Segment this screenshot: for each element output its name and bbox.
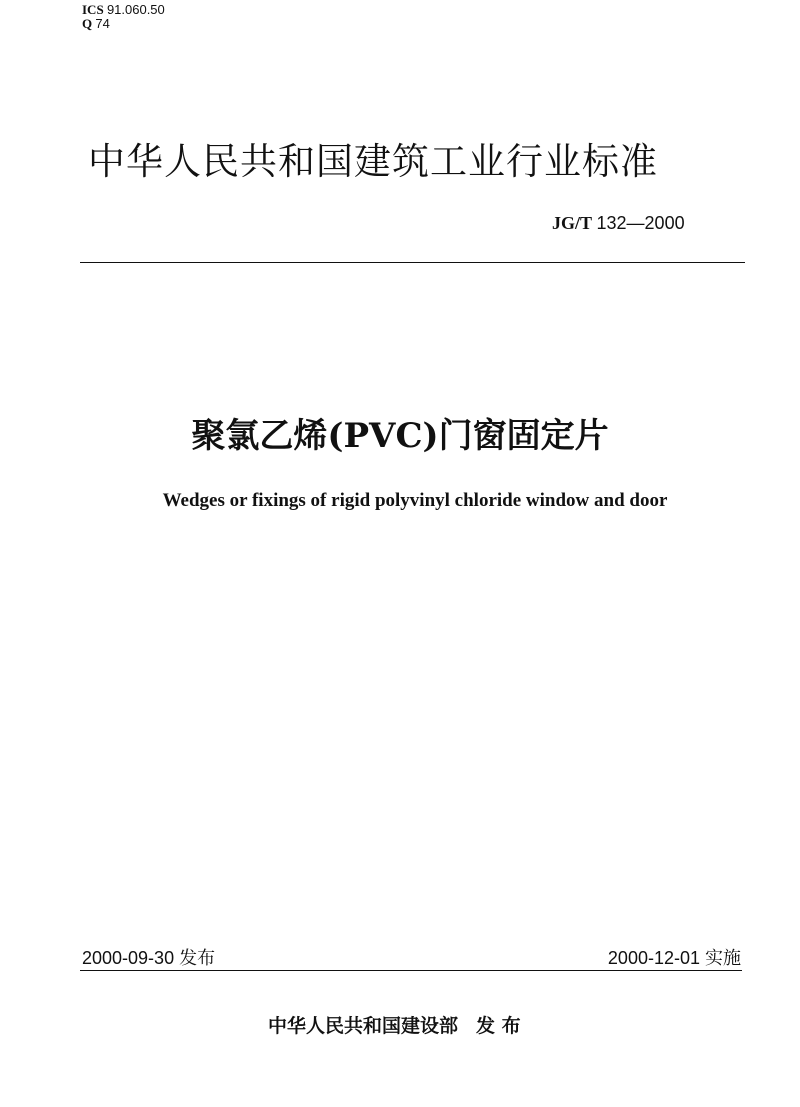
document-title-chinese: 聚氯乙烯(PVC)门窗固定片 bbox=[191, 416, 609, 456]
issuer-name: 中华人民共和国建设部 bbox=[268, 1015, 459, 1037]
classification-codes bbox=[82, 3, 165, 31]
issuing-authority bbox=[268, 1011, 521, 1038]
standard-code: JG/T bbox=[552, 213, 593, 233]
standard-number bbox=[552, 213, 685, 234]
document-title-english: Wedges or fixings of rigid polyvinyl chloride window and door bbox=[162, 490, 668, 511]
header-divider bbox=[80, 262, 745, 263]
ccs-code bbox=[82, 17, 165, 31]
implementation-date: 2000-12-01 实施 bbox=[607, 948, 741, 968]
ics-value: 91.060.50 bbox=[106, 2, 165, 17]
release-date: 2000-09-30 发布 bbox=[82, 948, 216, 968]
ics-code bbox=[82, 3, 165, 17]
standard-number-value: 132—2000 bbox=[596, 213, 685, 233]
footer-divider bbox=[80, 970, 742, 971]
ics-label: ICS bbox=[82, 2, 104, 17]
ccs-value: 74 bbox=[95, 16, 110, 31]
ccs-label: Q bbox=[82, 16, 93, 31]
standard-category-title: 中华人民共和国建筑工业行业标准 bbox=[88, 140, 658, 183]
issuer-action: 发 布 bbox=[476, 1015, 521, 1037]
